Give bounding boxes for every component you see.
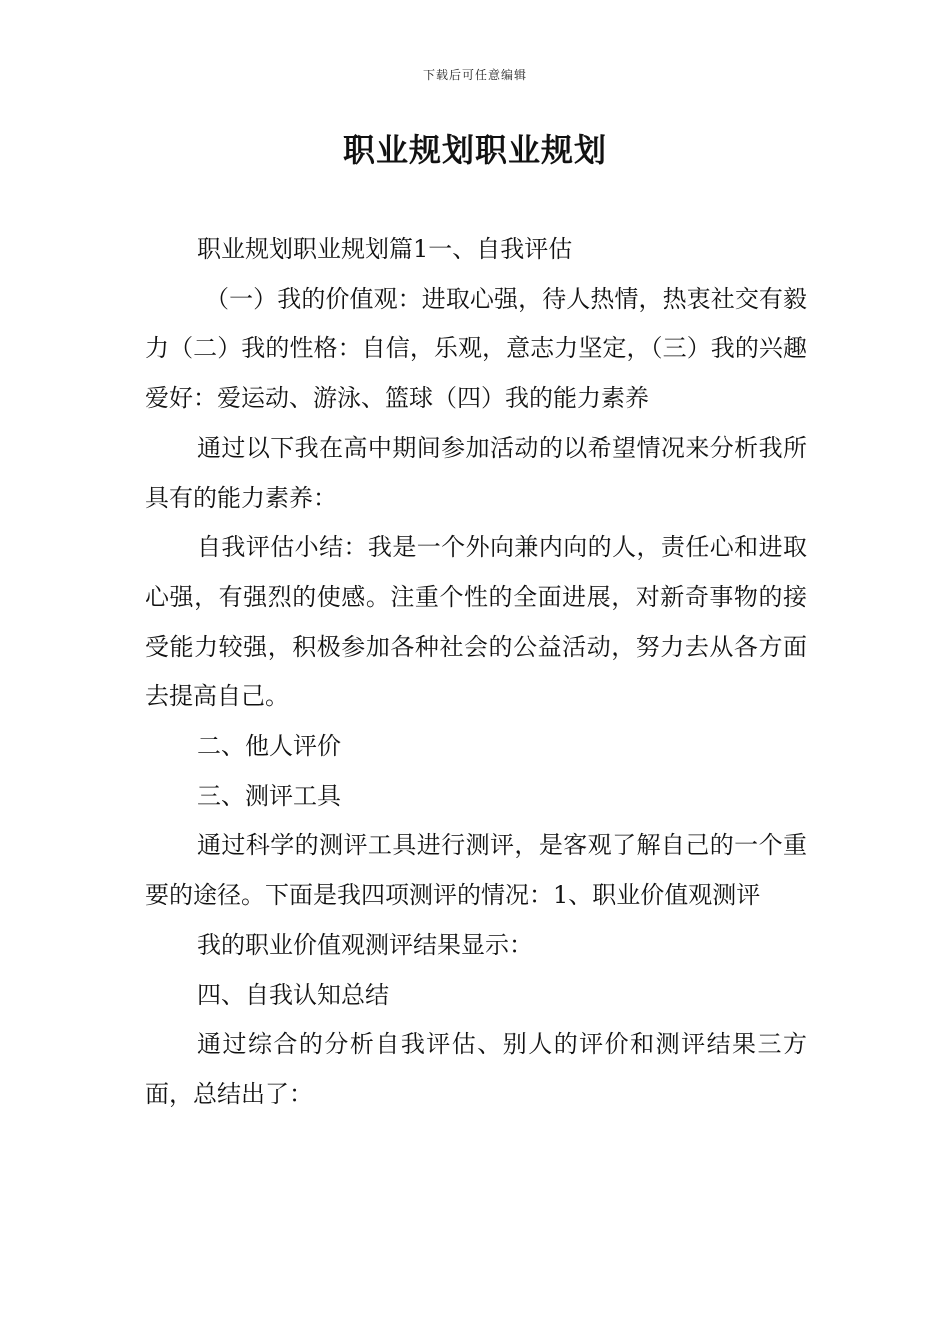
document-title: 职业规划职业规划 bbox=[342, 131, 607, 169]
paragraph-assessment-tools: 通过科学的测评工具进行测评，是客观了解自己的一个重要的途径。下面是我四项测评的情况：1、职业价值观测评 bbox=[145, 831, 807, 910]
paragraph-self-assessment-items: （一）我的价值观：进取心强，待人热情，热衷社交有毅力（二）我的性格：自信，乐观，意志力坚定，（三）我的兴趣爱好：爱运动、游泳、篮球（四）我的能力素养 bbox=[145, 284, 807, 413]
paragraph-self-assessment-summary: 自我评估小结：我是一个外向兼内向的人，责任心和进取心强，有强烈的使感。注重个性的全面进展，对新奇事物的接受能力较强，积极参加各种社会的公益活动，努力去从各方面去提高自己。 bbox=[145, 533, 807, 711]
paragraph-section-1-heading: 职业规划职业规划篇1一、自我评估 bbox=[197, 235, 573, 263]
header-note: 下载后可任意编辑 bbox=[422, 68, 527, 82]
paragraph-values-result: 我的职业价值观测评结果显示： bbox=[197, 930, 533, 959]
paragraph-section-2-heading: 二、他人评价 bbox=[197, 732, 341, 761]
paragraph-ability-analysis: 通过以下我在高中期间参加活动的以希望情况来分析我所具有的能力素养： bbox=[145, 433, 807, 512]
document-body bbox=[145, 225, 807, 1120]
paragraph-summary-intro: 通过综合的分析自我评估、别人的评价和测评结果三方面，总结出了： bbox=[145, 1030, 807, 1108]
paragraph-section-3-heading: 三、测评工具 bbox=[197, 781, 341, 810]
paragraph-section-4-heading: 四、自我认知总结 bbox=[197, 980, 389, 1009]
